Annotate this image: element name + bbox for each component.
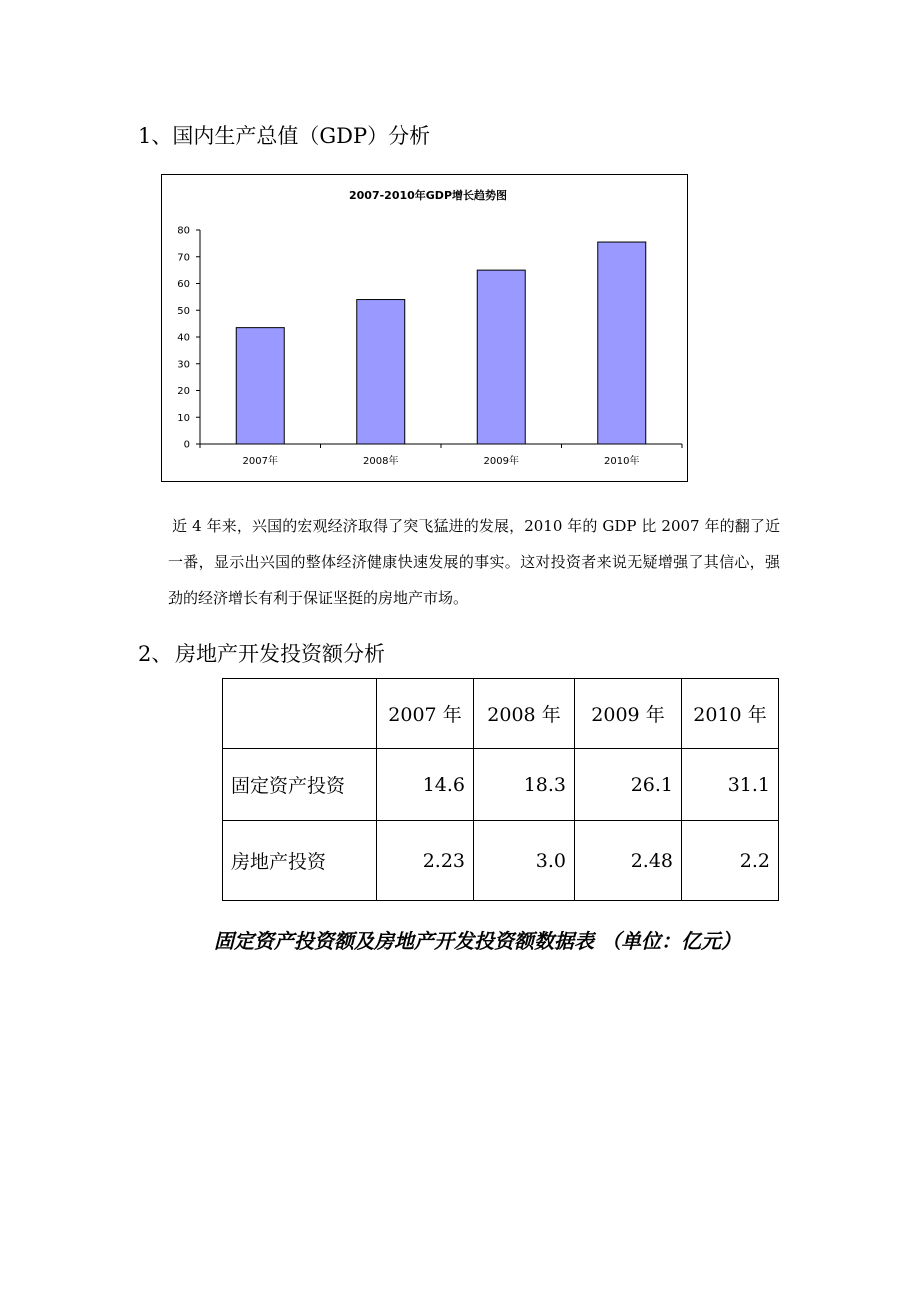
table-cell: 2.23 — [377, 821, 474, 901]
table-cell: 26.1 — [575, 749, 682, 821]
gdp-chart-svg — [162, 175, 689, 483]
investment-table — [222, 678, 779, 901]
y-tick-label: 70 — [177, 252, 190, 264]
table-header-cell: 2007 年 — [377, 679, 474, 749]
section2-title: 房地产开发投资额分析 — [175, 642, 385, 666]
bar — [236, 328, 284, 444]
table-cell: 3.0 — [474, 821, 575, 901]
y-tick-label: 40 — [177, 332, 190, 344]
y-tick-label: 60 — [177, 279, 190, 290]
table-header-cell: 2008 年 — [474, 679, 575, 749]
bar — [477, 270, 525, 444]
section2-number: 2、 — [138, 642, 173, 666]
table-cell: 2.48 — [575, 821, 682, 901]
section1-heading: 1、国内生产总值（GDP）分析 — [138, 124, 431, 148]
bar — [357, 300, 405, 444]
table-header-cell: 2010 年 — [682, 679, 779, 749]
bar — [598, 242, 646, 444]
table-caption: 固定资产投资额及房地产开发投资额数据表 （单位：亿元） — [214, 929, 741, 953]
y-tick-label: 50 — [177, 305, 190, 317]
table-cell: 2.2 — [682, 821, 779, 901]
gdp-chart — [161, 174, 688, 482]
table-cell: 31.1 — [682, 749, 779, 821]
section2-heading — [138, 641, 385, 667]
table-header-cell — [223, 679, 377, 749]
table-row-label: 固定资产投资 — [223, 749, 377, 821]
table-cell: 14.6 — [377, 749, 474, 821]
table-header-cell: 2009 年 — [575, 679, 682, 749]
chart-title: 2007-2010年GDP增长趋势图 — [348, 189, 508, 202]
y-tick-label: 10 — [177, 412, 190, 424]
y-tick-label: 80 — [177, 225, 190, 237]
table-header-row — [223, 679, 779, 749]
table-row — [223, 821, 779, 901]
x-tick-label: 2007年 — [242, 456, 278, 467]
gdp-paragraph — [168, 508, 780, 616]
y-tick-label: 0 — [183, 439, 190, 451]
gdp-paragraph-text: 近 4 年来，兴国的宏观经济取得了突飞猛进的发展，2010 年的 GDP 比 2007 年的翻了近一番，显示出兴国的整体经济健康快速发展的事实。这对投资者来说无疑增强了其信心，强劲的经济增长有利于保证坚挺的房地产市场。 — [168, 517, 780, 607]
table-cell: 18.3 — [474, 749, 575, 821]
table-row — [223, 749, 779, 821]
x-tick-label: 2009年 — [483, 456, 519, 467]
table-row-label: 房地产投资 — [223, 821, 377, 901]
x-tick-label: 2010年 — [604, 456, 640, 467]
y-tick-label: 30 — [177, 359, 190, 371]
x-tick-label: 2008年 — [363, 456, 399, 467]
y-tick-label: 20 — [177, 386, 190, 397]
